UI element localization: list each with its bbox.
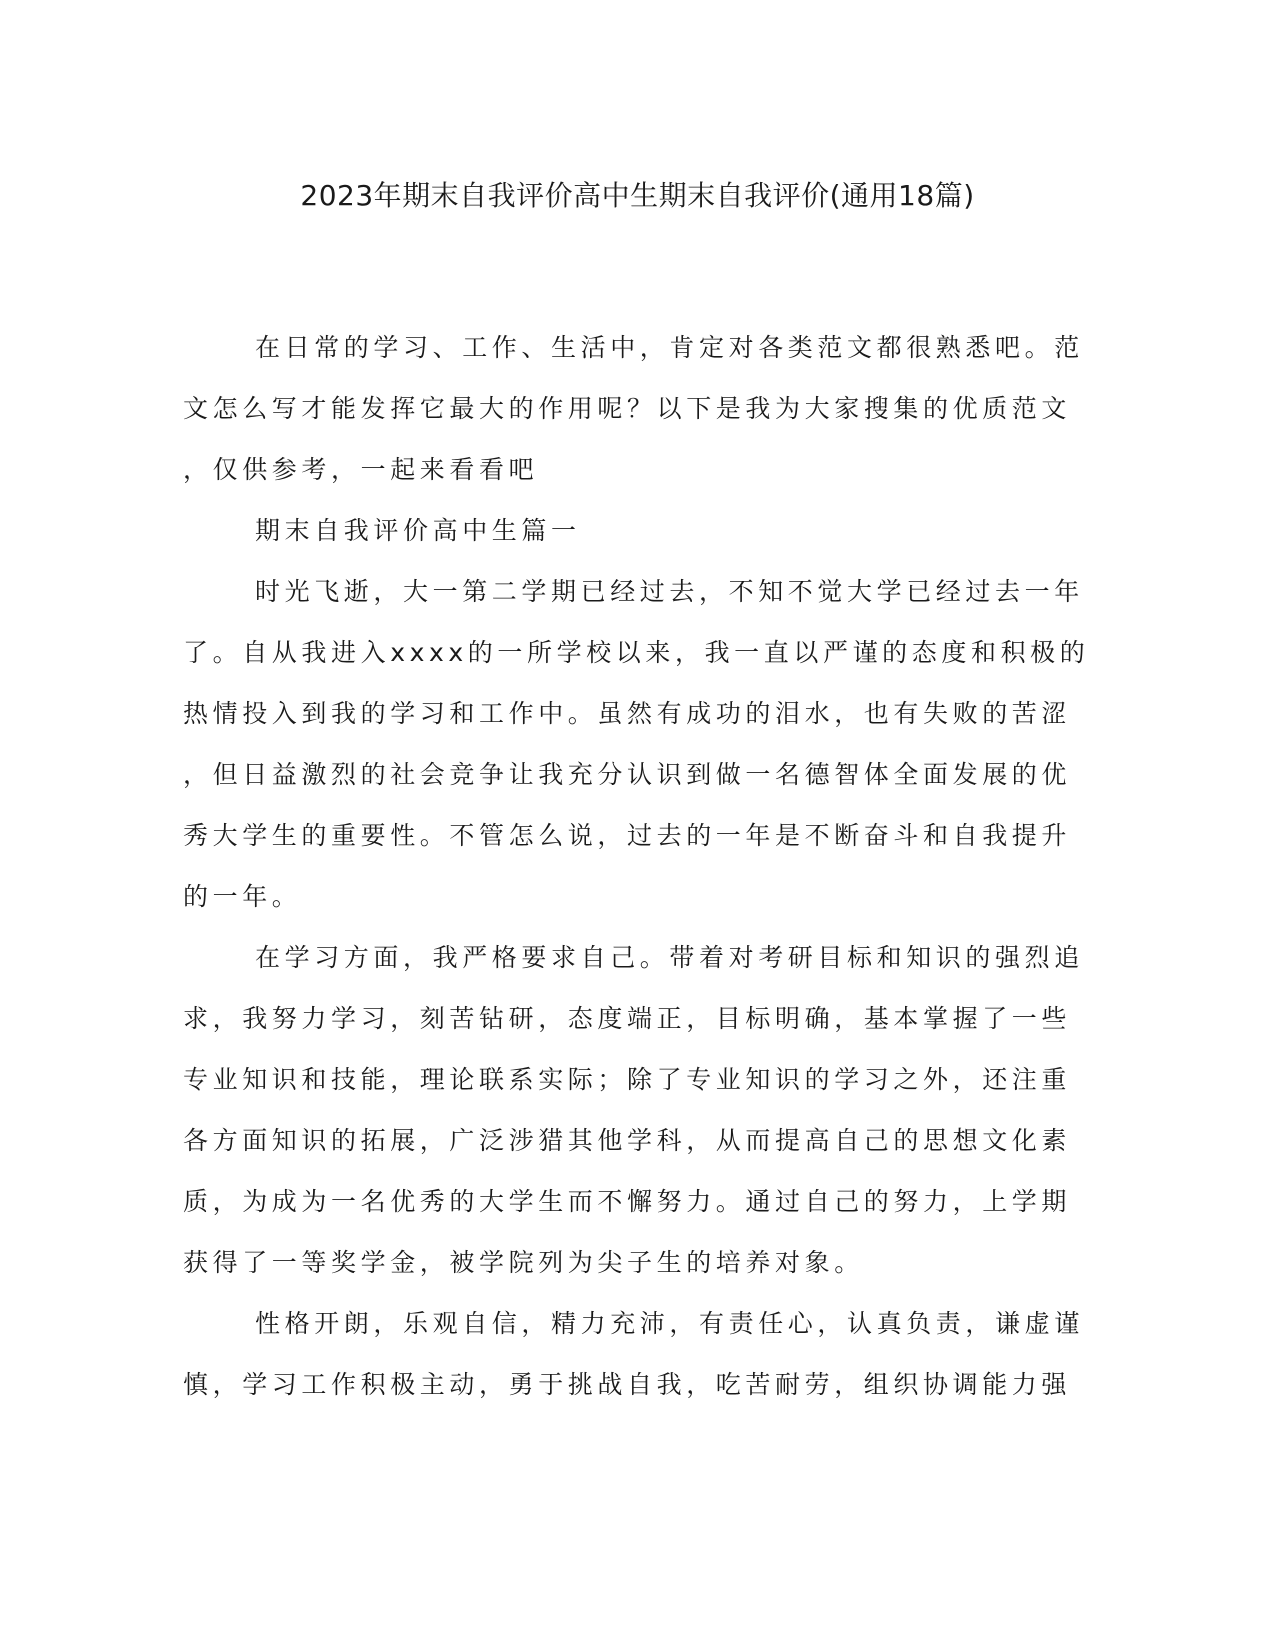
text-line: 热情投入到我的学习和工作中。虽然有成功的泪水，也有失败的苦涩 — [183, 699, 1072, 728]
paragraph-study — [183, 927, 1084, 1293]
text-line: ，仅供参考，一起来看看吧 — [183, 455, 539, 484]
text-line: 了。自从我进入xxxx的一所学校以来，我一直以严谨的态度和积极的 — [183, 638, 1090, 667]
section-heading — [183, 500, 1043, 561]
text-line: 慎，学习工作积极主动，勇于挑战自我，吃苦耐劳，组织协调能力强 — [183, 1370, 1072, 1399]
text-line: 在学习方面，我严格要求自己。带着对考研目标和知识的强烈追 — [255, 943, 1084, 972]
text-line: 性格开朗，乐观自信，精力充沛，有责任心，认真负责，谦虚谨 — [255, 1309, 1084, 1338]
document-title: 2023年期末自我评价高中生期末自我评价(通用18篇) — [300, 179, 975, 212]
text-line: 在日常的学习、工作、生活中，肯定对各类范文都很熟悉吧。范 — [255, 333, 1084, 362]
text-line: 获得了一等奖学金，被学院列为尖子生的培养对象。 — [183, 1248, 864, 1277]
paragraph-overview — [183, 561, 1090, 927]
paragraph-personality — [183, 1293, 1084, 1415]
text-line: 求，我努力学习，刻苦钻研，态度端正，目标明确，基本掌握了一些 — [183, 1004, 1072, 1033]
text-line: ，但日益激烈的社会竞争让我充分认识到做一名德智体全面发展的优 — [183, 760, 1072, 789]
text-line: 各方面知识的拓展，广泛涉猎其他学科，从而提高自己的思想文化素 — [183, 1126, 1072, 1155]
text-line: 时光飞逝，大一第二学期已经过去，不知不觉大学已经过去一年 — [255, 577, 1084, 606]
text-line: 秀大学生的重要性。不管怎么说，过去的一年是不断奋斗和自我提升 — [183, 821, 1072, 850]
text-line: 的一年。 — [183, 882, 302, 911]
text-line: 质，为成为一名优秀的大学生而不懈努力。通过自己的努力，上学期 — [183, 1187, 1072, 1216]
section-heading-text: 期末自我评价高中生篇一 — [255, 516, 581, 545]
document-body — [183, 317, 1090, 1415]
text-line: 专业知识和技能，理论联系实际；除了专业知识的学习之外，还注重 — [183, 1065, 1072, 1094]
paragraph-intro — [183, 317, 1084, 500]
text-line: 文怎么写才能发挥它最大的作用呢？以下是我为大家搜集的优质范文 — [183, 394, 1072, 423]
